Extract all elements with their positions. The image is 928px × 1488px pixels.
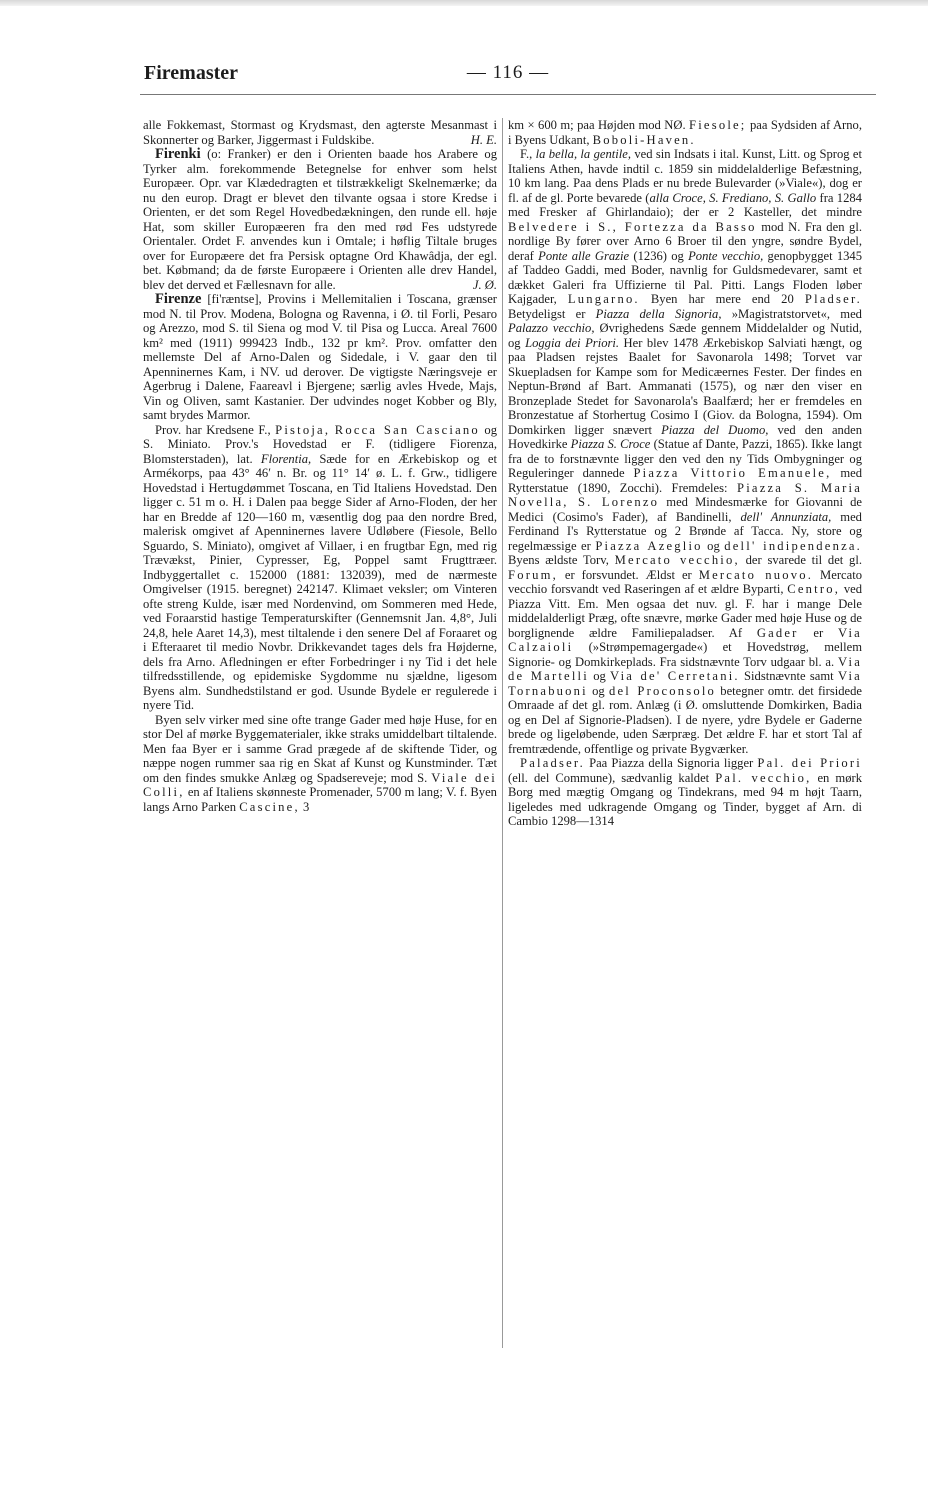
entry-firenze: Firenze [fi'ræntse], Provins i Mellemitalien i Toscana, grænser mod N. til Prov. Modena, Bologna og Ravenna, i Ø. til Forli, Pesaro og Arezzo, mod S. til Siena og mod V. til Pisa og Lucca. Areal 7600 km² med (1911) 999423 Indb., 132 pr km². Prov. omfatter den mellemste Del af Arno-Dalen og Sidedale, i V. gaar den til Apenninernes Kam, i NV. ud derover. De vigtigste Næringsveje er Agerbrug i Dalene, Faareavl i Bjergene; særlig avles Hvede, Majs, Vin og Oliven, samt Kastanier. Der udvindes noget Kobber og Bly, samt brydes Marmor.	[143, 291, 497, 422]
paragraph-history: F., la bella, la gentile, ved sin Indsats i ital. Kunst, Litt. og Sprog et Italiens Athen, havde indtil c. 1859 sin middelalderlige Befæstning, 10 km lang. Paa dens Plads er nu brede Bulevarder (»Viale«), dog er fl. af de gl. Porte bevarede (alla Croce, S. Frediano, S. Gallo fra 1284 med Fresker af Ghirlandaio); der er 2 Kasteller, det mindre Belvedere i S., Fortezza da Basso mod N. Fra den gl. nordlige By fører over Arno 6 Broer til den yngre, søndre Bydel, deraf Ponte alle Grazie (1236) og Ponte vecchio, genopbygget 1345 af Taddeo Gaddi, med Boder, navnlig for Guldsmedevarer, samt et dækket Galeri fra Uffizierne til Pal. Pitti. Langs Floden løber Kajgader, Lungarno. Byen har mere end 20 Pladser. Betydeligst er Piazza della Signoria, »Magistratstorvet«, med Palazzo vecchio, Øvrighedens Sæde gennem Middelalder og Nutid, og Loggia dei Priori. Her blev 1478 Ærkebiskop Salviati hængt, og paa Pladsen rejstes Baalet for Savonarola 1498; Torvet var Skuepladsen for Kampe som for Medicæernes Fester. Der findes en Neptun-Brønd af Bart. Ammanati (1575), og nær den viser en Bronzeplade Stedet for Savonarola's Baalfærd; her er fremdeles en Bronzestatue af Storhertug Cosimo I (Giov. da Bologna, 1594). Om Domkirken ligger snævert Piazza del Duomo, ved den anden Hovedkirke Piazza S. Croce (Statue af Dante, Pazzi, 1865). Ikke langt fra de to forstnævnte ligger den ved den ny Tids Ombygninger og Reguleringer dannede Piazza Vittorio Emanuele, med Rytterstatue (1890, Zocchi). Fremdeles: Piazza S. Maria Novella, S. Lorenzo med Mindesmærke for Giovanni de Medici (Cosimo's Fader), af Bandinelli, dell' Annunziata, med Ferdinand I's Rytterstatue og 2 Brønde af Tacca. Ny, store og regelmæssige er Piazza Azeglio og dell' indipendenza. Byens ældste Torv, Mercato vecchio, der svarede til det gl. Forum, er forsvundet. Ældst er Mercato nuovo. Mercato vecchio forsvandt ved Raseringen af et ældre Byparti, Centro, ved Piazza Vitt. Em. Men ogsaa det nuv. gl. F. har i mange Dele middelalderligt Præg, ofte snævre, mørke Gader med høje Huse og de borglignende ældre Familiepaladser. Af Gader er Via Calzaioli (»Strømpemagergade«) et Hovedstrøg, mellem Signorie- og Domkirkeplads. Fra sidstnævnte Torv udgaar bl. a. Via de Martelli og Via de' Cerretani. Sidstnævnte samt Via Tornabuoni og del Proconsolo betegner omtr. det firsidede Omraade af det gl. rom. Anlæg (i Ø. omsluttende Domkirken, Badia og en Del af Signorie-Pladsen). I de nyere, ydre Bydele er Gaderne brede og ligeløbende, uden Særpræg. Det ældre F. har et stort Tal af fremtrædende, offentlige og private Bygværker.	[508, 147, 863, 756]
paragraph-parks: km × 600 m; paa Højden mod NØ. Fiesole; paa Sydsiden af Arno, i Byens Udkant, Boboli-Haven.	[508, 118, 862, 147]
paragraph-city: Byen selv virker med sine ofte trange Gader med høje Huse, for en stor Del af mørke Byggematerialer, ikke straks umiddelbart tiltalende. Men faa Byer er i samme Grad prægede af de skiftende Tider, og næppe nogen rummer saa rig en Skat af Kunst og Kunstminder. Tæt om den findes smukke Anlæg og Spadsereveje; mod S. Viale dei Colli, en af Italiens skønneste Promenader, 5700 m lang; V. f. Byen langs Arno Parken Cascine, 3	[143, 712, 497, 814]
paragraph-fokkemast: alle Fokkemast, Stormast og Krydsmast, den agterste Mesanmast i Skonnerter og Barker, Jiggermast i Fuldskibe. H. E.	[143, 118, 497, 147]
author-signature: J. Ø.	[472, 277, 497, 292]
page-number: — 116 —	[466, 62, 550, 83]
paragraph-palaces: Paladser. Paa Piazza della Signoria ligger Pal. dei Priori (ell. del Commune), sædvanlig kaldet Pal. vecchio, en mørk Borg med mægtig Omgang og Tindekrans, med 94 m højt Taarn, ligeledes med udkragende Omgang og Tinder, bygget af Arn. di Cambio 1298—1314	[508, 756, 862, 828]
page-header	[140, 62, 876, 86]
author-signature: H. E.	[470, 132, 497, 147]
header-rule	[140, 94, 876, 95]
right-column	[508, 118, 862, 829]
entry-firenki: Firenki (o: Franker) er den i Orienten baade hos Arabere og Tyrker alm. forekommende Betegnelse for enhver som helst Europæer. Opr. var Klædedragten et tilstrækkeligt Skelnemærke; da nu den europ. Dragt er blevet den tilvante ogsaa i store Kredse i Orienten, er det som Regel Hovedbedækningen, den runde ell. høje Hat, som skiller Europæeren fra den med rød Fes udstyrede Orientaler. Ordet F. anvendes kun i Omtale; i høflig Tiltale bruges over for Europæere det fra Persisk optagne Ord Khawâdja, der egl. bet. Købmand; da de første Europæere i Orienten alle drev Handel, blev det derved et Fællesnavn for alle. J. Ø.	[143, 146, 497, 292]
paragraph-province: Prov. har Kredsene F., Pistoja, Rocca San Casciano og S. Miniato. Prov.'s Hovedstad er F. (tidligere Fiorenza, Blomsterstaden), lat. Florentia, Sæde for en Ærkebiskop og et Armékorps, paa 43° 46′ n. Br. og 11° 14′ ø. L. f. Grw., tidligere Hovedstad i Hertugdømmet Toscana, en Tid Italiens Hovedstad. Den ligger c. 51 m o. H. i Dalen paa begge Sider af Arno-Floden, der her har en Bredde af 120—160 m, væsentlig dog paa den nordre Bred, malerisk omgivet af Apenninernes lavere Udløbere (Fiesole, Bello Sguardo, S. Miniato), omgivet af Villaer, i en frugtbar Egn, med rig Trævækst, Pinier, Cypresser, Eg, Poppel samt Frugttræer. Indbyggertallet c. 152000 (1881: 132039), med de nærmeste Omgivelser (1915. beregnet) 242147. Klimaet veksler; om Vinteren ofte streng Kulde, især med Nordenvind, om Sommeren med Hede, ved Foraarstid hastige Temperaturskifter (Gennemsnit Jan. 4,8°, Juli 24,8, hele Aaret 14,3), mest tiltalende i den senere Del af Foraaret og i Efteraaret til medio Novbr. Drikkevandet tages dels fra Højderne, dels fra Arno. Afledningen er efter Forbedringer i ny Tid i det hele tilfredsstillende, og epidemiske Sygdomme nu sjældne, ligesom Byens alm. Sundhedstilstand er god. Usunde Bydele er regulerede i nyere Tid.	[143, 422, 498, 712]
entry-headword: Firenki	[155, 146, 201, 162]
column-divider	[502, 118, 503, 1348]
entry-headword: Firenze	[155, 291, 202, 307]
left-column	[143, 118, 497, 814]
running-title: Firemaster	[144, 62, 239, 84]
top-edge	[0, 0, 928, 6]
